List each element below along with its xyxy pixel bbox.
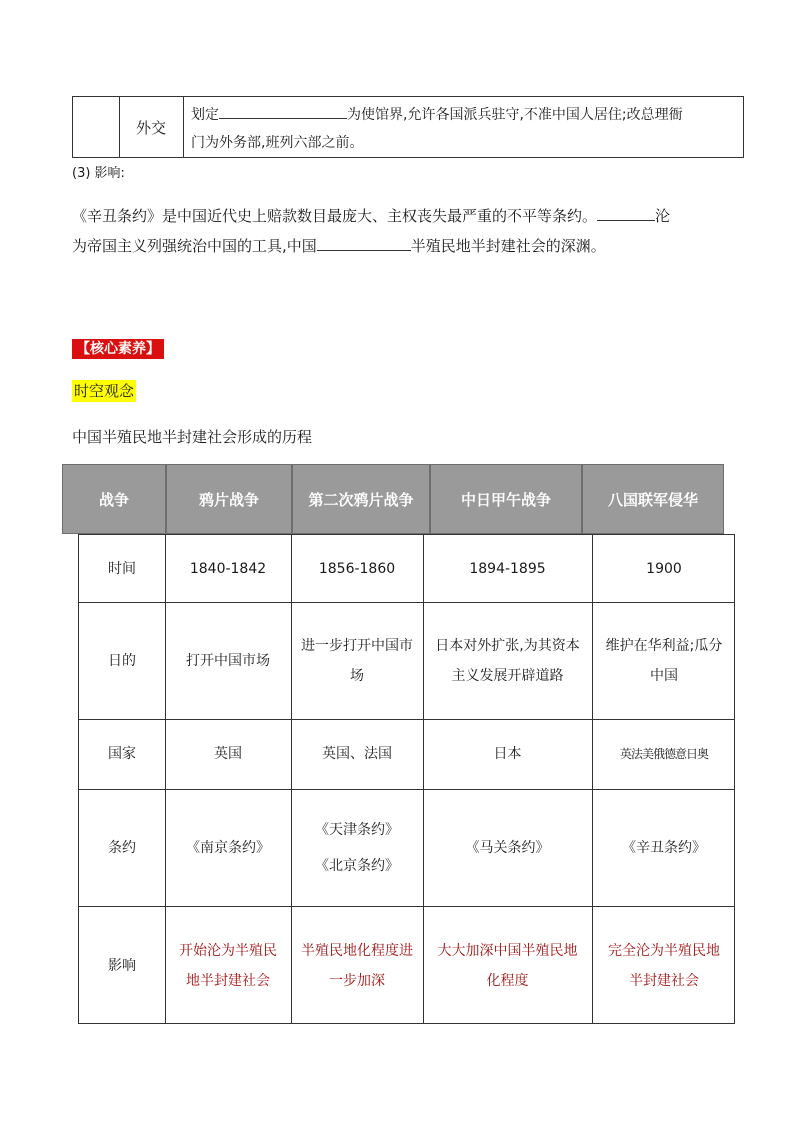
header-opium-war: 鸦片战争 xyxy=(166,464,292,534)
cell-impact-2: 半殖民地化程度进一步加深 xyxy=(301,942,413,989)
influence-line1: 《辛丑条约》是中国近代史上赔款数目最庞大、主权丧失最严重的不平等条约。 沦 xyxy=(72,204,670,226)
cell-time-4: 1900 xyxy=(646,560,682,577)
core-literacy-badge: 【核心素养】 xyxy=(72,339,164,359)
fill-blank[interactable] xyxy=(219,102,347,119)
text-line2: 门为外务部,班列六部之前。 xyxy=(191,135,364,151)
cell-impact-1: 开始沦为半殖民地半封建社会 xyxy=(179,942,277,989)
influence-heading: (3) 影响: xyxy=(72,166,125,181)
table-header xyxy=(62,464,724,534)
header-eight-nation: 八国联军侵华 xyxy=(582,464,724,534)
row-label-treaty: 条约 xyxy=(108,839,136,856)
influence-line2: 为帝国主义列强统治中国的工具,中国 半殖民地半封建社会的深渊。 xyxy=(72,234,606,256)
fill-blank-2[interactable] xyxy=(597,204,655,221)
foreign-affairs-content xyxy=(191,101,739,157)
cell-country-3: 日本 xyxy=(493,746,522,762)
cell-time-3: 1894-1895 xyxy=(469,560,546,577)
header-war: 战争 xyxy=(62,464,166,534)
text-before-blank: 划定 xyxy=(191,107,219,123)
spacetime-badge: 时空观念 xyxy=(74,382,135,400)
history-table xyxy=(78,534,735,1024)
text-after-blank: 为使馆界,允许各国派兵驻守,不准中国人居住;改总理衙 xyxy=(347,107,683,123)
cell-treaty-4: 《辛丑条约》 xyxy=(622,839,706,856)
cell-purpose-2: 进一步打开中国市场 xyxy=(301,637,413,684)
treaty-tianjin: 《天津条约》 xyxy=(315,821,399,838)
row-label-impact: 影响 xyxy=(108,957,136,974)
foreign-affairs-table xyxy=(72,96,744,158)
row-label-country: 国家 xyxy=(108,746,136,762)
cell-purpose-4: 维护在华利益;瓜分中国 xyxy=(605,637,723,684)
cell-country-2: 英国、法国 xyxy=(322,746,392,762)
cell-purpose-3: 日本对外扩张,为其资本主义发展开辟道路 xyxy=(435,637,580,684)
cell-impact-3: 大大加深中国半殖民地化程度 xyxy=(437,942,578,989)
cell-country-4: 英法美俄德意日奥 xyxy=(619,747,708,761)
row-label-time: 时间 xyxy=(108,560,136,577)
cell-purpose-1: 打开中国市场 xyxy=(186,652,270,669)
cell-country-1: 英国 xyxy=(214,746,242,762)
cell-treaty-2 xyxy=(291,789,423,906)
empty-cell xyxy=(73,97,120,157)
header-second-opium-war: 第二次鸦片战争 xyxy=(292,464,430,534)
cell-time-2: 1856-1860 xyxy=(318,560,396,577)
cell-impact-4: 完全沦为半殖民地半封建社会 xyxy=(608,942,720,989)
header-sino-japanese-war: 中日甲午战争 xyxy=(430,464,582,534)
foreign-affairs-label: 外交 xyxy=(119,97,184,157)
table-title: 中国半殖民地半封建社会形成的历程 xyxy=(72,428,313,446)
row-label-purpose: 日的 xyxy=(108,652,136,669)
cell-time-1: 1840-1842 xyxy=(189,560,267,577)
fill-blank-3[interactable] xyxy=(317,234,411,251)
cell-treaty-3: 《马关条约》 xyxy=(465,839,550,856)
cell-treaty-1: 《南京条约》 xyxy=(186,839,270,856)
treaty-beijing: 《北京条约》 xyxy=(315,857,399,874)
